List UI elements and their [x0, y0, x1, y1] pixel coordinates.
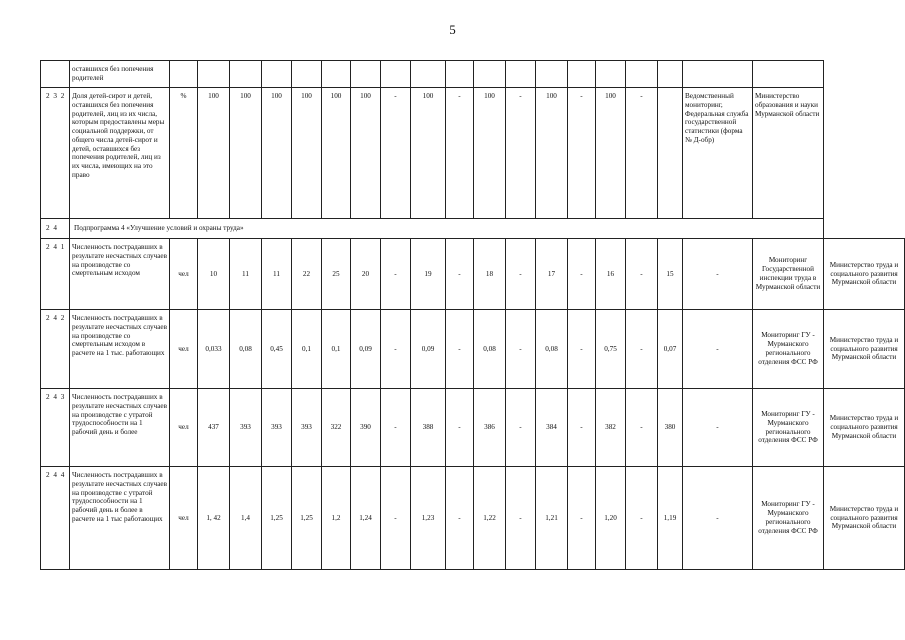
value-cell: 0,09	[351, 310, 381, 389]
value-cell: -	[626, 467, 658, 570]
indicators-table	[40, 60, 905, 570]
subprogram-row	[41, 219, 905, 239]
value-cell: -	[381, 239, 411, 310]
value-cell: 0,1	[322, 310, 351, 389]
value-cell: 0,08	[230, 310, 262, 389]
row-number: 2 4 3	[41, 389, 70, 467]
value-cell: 1,22	[474, 467, 506, 570]
responsible-executor: Министерство труда и социального развития Мурманской области	[824, 239, 905, 310]
value-cell: 1, 42	[198, 467, 230, 570]
value-cell: -	[568, 389, 596, 467]
value-cell: 1,19	[658, 467, 683, 570]
value-cell: -	[568, 467, 596, 570]
value-cell: 390	[351, 389, 381, 467]
value-cell: 1,2	[322, 467, 351, 570]
value-cell: 0,75	[596, 310, 626, 389]
value-cell: -	[568, 239, 596, 310]
table-row	[41, 389, 905, 467]
indicator-name: Численность пострадавших в результате несчастных случаев на производстве со смертельным исходом	[70, 239, 170, 310]
row-number: 2 3 2	[41, 88, 70, 219]
cell-num	[41, 61, 70, 88]
value-cell: 25	[322, 239, 351, 310]
value-cell: -	[506, 88, 536, 219]
value-cell: 393	[292, 389, 322, 467]
value-cell: -	[683, 467, 753, 570]
row-number: 2 4 2	[41, 310, 70, 389]
indicator-name-continuation: оставшихся без попечения родителей	[70, 61, 170, 88]
data-source: Мониторинг ГУ - Мурманского регионального отделения ФСС РФ	[753, 310, 824, 389]
value-cell: -	[683, 239, 753, 310]
value-cell: -	[626, 389, 658, 467]
value-cell: -	[626, 88, 658, 219]
row-number: 2 4 4	[41, 467, 70, 570]
value-cell: 0,08	[536, 310, 568, 389]
value-cell: 1,20	[596, 467, 626, 570]
unit: чел	[170, 467, 198, 570]
table-row	[41, 467, 905, 570]
subprogram-number: 2 4	[41, 219, 70, 239]
value-cell: 100	[411, 88, 446, 219]
value-cell: 15	[658, 239, 683, 310]
value-cell: 0,1	[292, 310, 322, 389]
unit: чел	[170, 389, 198, 467]
value-cell: 20	[351, 239, 381, 310]
value-cell: -	[506, 389, 536, 467]
unit: %	[170, 88, 198, 219]
page-number: 5	[449, 22, 456, 37]
value-cell: 1,25	[262, 467, 292, 570]
value-cell: -	[446, 389, 474, 467]
value-cell: 1,4	[230, 467, 262, 570]
unit: чел	[170, 310, 198, 389]
value-cell: 0,45	[262, 310, 292, 389]
table-row	[41, 239, 905, 310]
responsible-executor: Министерство труда и социального развития Мурманской области	[824, 467, 905, 570]
value-cell: 388	[411, 389, 446, 467]
value-cell: -	[506, 467, 536, 570]
value-cell: 393	[230, 389, 262, 467]
row-number: 2 4 1	[41, 239, 70, 310]
value-cell: -	[381, 88, 411, 219]
value-cell: 100	[596, 88, 626, 219]
subprogram-title: Подпрограмма 4 «Улучшение условий и охраны труда»	[70, 219, 824, 239]
value-cell: 10	[198, 239, 230, 310]
value-cell: 100	[262, 88, 292, 219]
value-cell: 386	[474, 389, 506, 467]
indicator-name: Численность пострадавших в результате несчастных случаев на производстве с утратой трудоспособности на 1 рабочий день и более	[70, 389, 170, 467]
value-cell: 16	[596, 239, 626, 310]
data-source: Мониторинг ГУ - Мурманского регионального отделения ФСС РФ	[753, 467, 824, 570]
value-cell: 1,21	[536, 467, 568, 570]
value-cell: 382	[596, 389, 626, 467]
value-cell: -	[568, 310, 596, 389]
data-source: Ведомственный мониторинг, Федеральная служба государственной статистики (форма № Д-обр)	[683, 88, 753, 219]
value-cell: -	[568, 88, 596, 219]
value-cell: 22	[292, 239, 322, 310]
data-source: Мониторинг Государственной инспекции труда в Мурманской области	[753, 239, 824, 310]
value-cell	[658, 88, 683, 219]
value-cell: -	[626, 239, 658, 310]
value-cell: 1,25	[292, 467, 322, 570]
value-cell: 100	[474, 88, 506, 219]
value-cell: 19	[411, 239, 446, 310]
table-row	[41, 310, 905, 389]
value-cell: 100	[536, 88, 568, 219]
value-cell: -	[381, 310, 411, 389]
value-cell: -	[446, 310, 474, 389]
value-cell: 0,07	[658, 310, 683, 389]
value-cell: -	[446, 239, 474, 310]
value-cell: 393	[262, 389, 292, 467]
indicator-name: Доля детей-сирот и детей, оставшихся без попечения родителей, лиц из их числа, которым предоставлены меры социальной поддержки, от общего числа детей-сирот и детей, оставшихся без попечения родителей, лиц из их числа, имеющих на это право	[70, 88, 170, 219]
value-cell: -	[381, 467, 411, 570]
responsible-executor: Министерство образования и науки Мурманской области	[753, 88, 824, 219]
value-cell: 11	[262, 239, 292, 310]
value-cell: 100	[230, 88, 262, 219]
value-cell: -	[506, 310, 536, 389]
value-cell: 100	[198, 88, 230, 219]
responsible-executor: Министерство труда и социального развития Мурманской области	[824, 389, 905, 467]
data-source: Мониторинг ГУ - Мурманского регионального отделения ФСС РФ	[753, 389, 824, 467]
value-cell: -	[683, 389, 753, 467]
value-cell: 17	[536, 239, 568, 310]
value-cell: 0,08	[474, 310, 506, 389]
value-cell: 437	[198, 389, 230, 467]
value-cell: 0,033	[198, 310, 230, 389]
table-row	[41, 88, 905, 219]
value-cell: -	[506, 239, 536, 310]
value-cell: -	[626, 310, 658, 389]
value-cell: -	[381, 389, 411, 467]
value-cell: 100	[292, 88, 322, 219]
value-cell: 1,23	[411, 467, 446, 570]
value-cell: 384	[536, 389, 568, 467]
value-cell: 18	[474, 239, 506, 310]
value-cell: 322	[322, 389, 351, 467]
table-row-continuation	[41, 61, 905, 88]
value-cell: -	[446, 88, 474, 219]
value-cell: 100	[322, 88, 351, 219]
value-cell: -	[683, 310, 753, 389]
unit: чел	[170, 239, 198, 310]
indicator-name: Численность пострадавших в результате несчастных случаев на производстве со смертельным исходом в расчете на 1 тыс. работающих	[70, 310, 170, 389]
value-cell: 380	[658, 389, 683, 467]
value-cell: 11	[230, 239, 262, 310]
value-cell: 0,09	[411, 310, 446, 389]
value-cell: -	[446, 467, 474, 570]
value-cell: 100	[351, 88, 381, 219]
indicator-name: Численность пострадавших в результате несчастных случаев на производстве с утратой трудоспособности на 1 рабочий день и более в расчете на 1 тыс работающих	[70, 467, 170, 570]
value-cell: 1,24	[351, 467, 381, 570]
responsible-executor: Министерство труда и социального развития Мурманской области	[824, 310, 905, 389]
